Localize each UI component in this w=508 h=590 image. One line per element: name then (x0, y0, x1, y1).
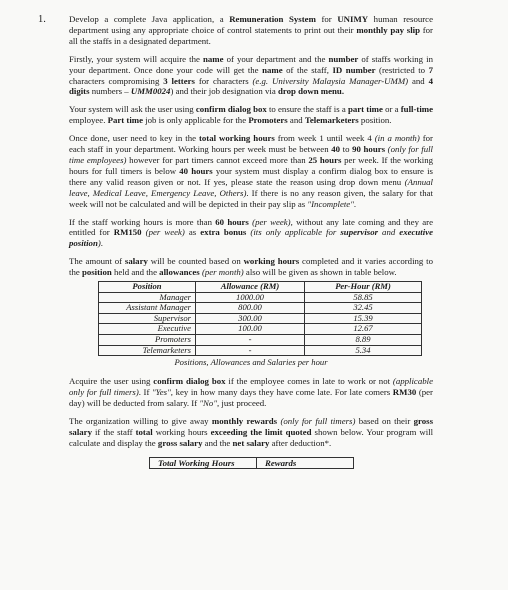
position-cell: Manager (99, 292, 196, 303)
column-header-total-working-hours: Total Working Hours (150, 457, 257, 469)
table-row (99, 292, 422, 303)
allowance-cell: 300.00 (196, 313, 305, 324)
position-cell: Assistant Manager (99, 303, 196, 314)
table-row (99, 313, 422, 324)
paragraph-salary-basis: The amount of salary will be counted based on working hours completed and it varies according to the position held and the allowances (per month) also will be given as shown in table below. (69, 256, 434, 278)
paragraph-monthly-rewards: The organization willing to give away monthly rewards (only for full timers) based on their gross salary if the staff total working hours exceeding the limit quoted shown below. Your program will calculate and display the gross salary and the net salary after deduction*. (69, 415, 434, 448)
allowance-cell: 100.00 (196, 324, 305, 335)
table-row (99, 335, 422, 346)
table-row (99, 324, 422, 335)
allowance-table-header-row (99, 282, 422, 293)
position-cell: Telemarketers (99, 345, 196, 356)
position-cell: Supervisor (99, 313, 196, 324)
allowance-cell: 1000.00 (196, 292, 305, 303)
paragraph-employment-type: Your system will ask the user using confirm dialog box to ensure the staff is a part time or a full-time employee. Part time job is only applicable for the Promoters and Telemarketers position. (69, 104, 433, 126)
rewards-table-header-row (150, 457, 354, 469)
per-hour-cell: 5.34 (305, 345, 422, 356)
per-hour-cell: 12.67 (305, 324, 422, 335)
per-hour-cell: 15.39 (305, 313, 422, 324)
per-hour-cell: 58.85 (305, 292, 422, 303)
table-row (99, 345, 422, 356)
table-caption: Positions, Allowances and Salaries per hour (174, 357, 328, 368)
per-hour-cell: 32.45 (305, 303, 422, 314)
paragraph-staff-details: Firstly, your system will acquire the name of your department and the number of staffs working in your department. Once done your code will get the name of the staff, ID number (restricted to 7 characters compromising 3 letters for characters (e.g. University Malaysia Manager-UMM) and 4 digits numbers – UMM0024) and their job designation via drop down menu. (69, 53, 433, 97)
column-header-per-hour: Per-Hour (RM) (305, 282, 422, 293)
column-header-rewards: Rewards (257, 457, 354, 469)
table-row (99, 303, 422, 314)
paragraph-late-coming: Acquire the user using confirm dialog box if the employee comes in late to work or not (applicable only for full timers). If "Yes", key in how many days they have come late. For late comers RM30 (per day) will be deducted from salary. If "No", just proceed. (69, 376, 433, 408)
position-cell: Executive (99, 324, 196, 335)
question-body (69, 14, 433, 469)
allowance-table (98, 281, 422, 356)
paragraph-working-hours: Once done, user need to key in the total working hours from week 1 until week 4 (in a month) for each staff in your department. Working hours per week must be between 40 to 90 hours (only for full time employees) however for part timers cannot exceed more than 25 hours per week. If the working hours for full timers is below 40 hours your system must display a confirm dialog box to ensure is there any valid reason given or not. If yes, please state the reason using drop down menu (Annual leave, Medical Leave, Emergency Leave, Others). If there is no any reason given, the salary for that week will not be calculated and will be depicted in their pay slip as "Incomplete". (69, 133, 433, 209)
allowance-cell: 800.00 (196, 303, 305, 314)
per-hour-cell: 8.89 (305, 335, 422, 346)
paragraph-extra-bonus: If the staff working hours is more than 60 hours (per week), without any late coming and they are entitled for RM150 (per week) as extra bonus (its only applicable for supervisor and executive position). (69, 216, 433, 249)
position-cell: Promoters (99, 335, 196, 346)
column-header-position: Position (99, 282, 196, 293)
allowance-cell: - (196, 345, 305, 356)
allowance-cell: - (196, 335, 305, 346)
column-header-allowance: Allowance (RM) (196, 282, 305, 293)
rewards-table (149, 457, 354, 470)
question-number: 1. (38, 14, 46, 25)
paragraph-intro: Develop a complete Java application, a Remuneration System for UNIMY human resource department using any appropriate choice of control statements to print out their monthly pay slip for all the staffs in a designated department. (69, 14, 433, 46)
